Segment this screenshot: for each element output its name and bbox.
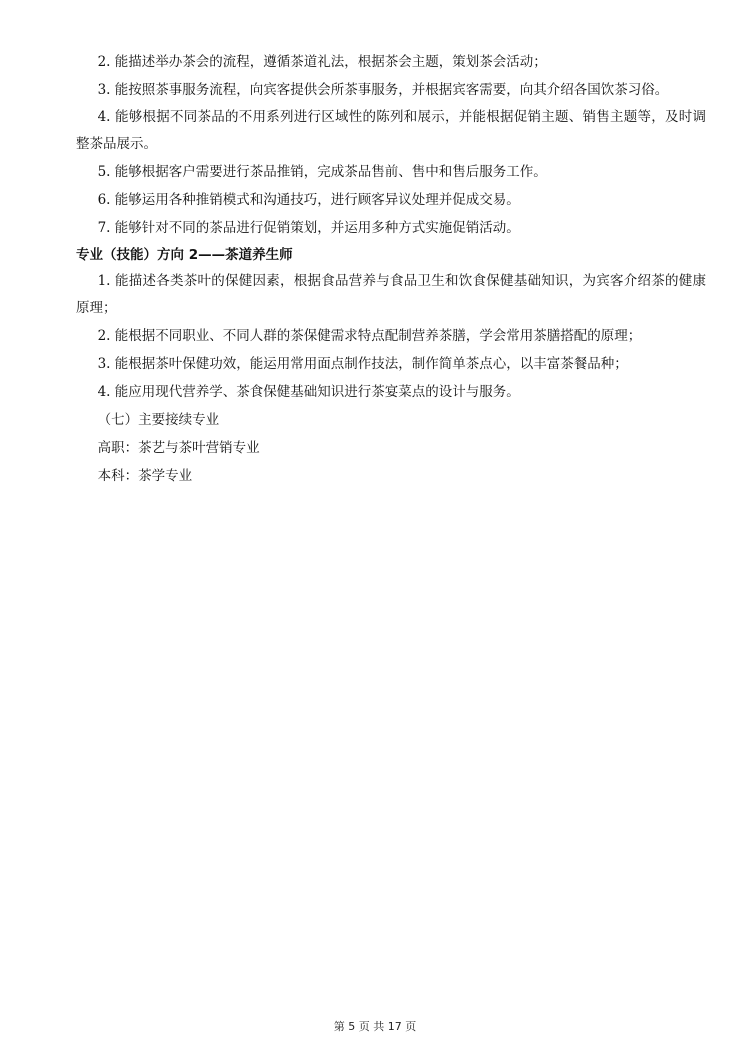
page-number: 第 5 页 共 17 页	[333, 1020, 417, 1033]
subsection-title: （七）主要接续专业	[97, 412, 220, 428]
section-heading: 专业（技能）方向 2——茶道养生师	[76, 247, 293, 263]
paragraph: 1. 能描述各类茶叶的保健因素，根据食品营养与食品卫生和饮食保健基础知识，为宾客介绍茶的健康原理；	[76, 273, 706, 316]
paragraph: 2. 能根据不同职业、不同人群的茶保健需求特点配制营养茶膳，学会常用茶膳搭配的原理；	[97, 328, 642, 344]
paragraph: 4. 能够根据不同茶品的不用系列进行区域性的陈列和展示，并能根据促销主题、销售主题等，及时调整茶品展示。	[76, 109, 706, 152]
continuation-item: 高职：茶艺与茶叶营销专业	[97, 440, 260, 456]
paragraph: 6. 能够运用各种推销模式和沟通技巧，进行顾客异议处理并促成交易。	[97, 192, 520, 208]
paragraph: 5. 能够根据客户需要进行茶品推销，完成茶品售前、售中和售后服务工作。	[97, 164, 547, 180]
continuation-item: 本科：茶学专业	[97, 468, 193, 484]
paragraph: 4. 能应用现代营养学、茶食保健基础知识进行茶宴菜点的设计与服务。	[97, 384, 520, 400]
paragraph: 3. 能按照茶事服务流程，向宾客提供会所茶事服务，并根据宾客需要，向其介绍各国饮茶习俗。	[97, 82, 669, 98]
paragraph: 7. 能够针对不同的茶品进行促销策划，并运用多种方式实施促销活动。	[97, 220, 520, 236]
paragraph: 2. 能描述举办茶会的流程，遵循茶道礼法，根据茶会主题，策划茶会活动；	[97, 54, 547, 70]
paragraph: 3. 能根据茶叶保健功效，能运用常用面点制作技法，制作简单茶点心，以丰富茶餐品种；	[97, 356, 628, 372]
page-content	[76, 48, 706, 490]
